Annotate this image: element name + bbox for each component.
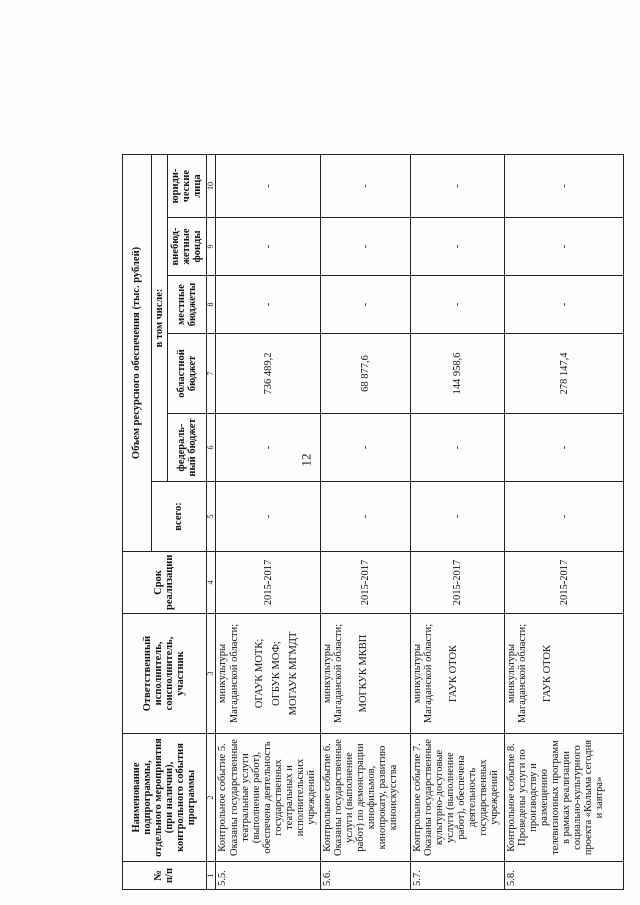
row-federal: - [505,414,624,482]
row-regional: 278 147,4 [505,334,624,414]
header-regional: областной бюджет [168,334,207,414]
row-period: 2015-2017 [411,552,505,614]
table-row [411,154,505,889]
row-number: 5.6. [321,862,411,890]
row-federal: - [411,414,505,482]
row-number: 5.5. [216,862,321,890]
row-regional: 68 877,6 [321,334,411,414]
row-name: Контрольное событие 8. Проведены услуги по производству и размещению телевизионных программ в рамках реализации социально-культурного проекта «Колыма сегодня и завтра» [505,734,624,862]
col-number: 10 [206,154,216,217]
col-number: 8 [206,276,216,334]
row-executor [505,614,624,734]
header-total: всего: [151,482,206,552]
row-name: Контрольное событие 6. Оказаны государственные услуги (выполнение работ) по демонстрации кинофильмов, кинопрокату, развитию киноискусства [321,734,411,862]
executor-line: МОГКУК МКВП [358,634,370,713]
row-name: Контрольное событие 7. Оказаны государственные культурно-досуговые услуги (выполнение работ), обеспечена деятельность государственных учреждений [411,734,505,862]
header-volume: Объем ресурсного обеспечения (тыс. рублей) [123,154,152,551]
executor-line: ОГБУК МОФ; [270,641,282,706]
row-total: - [216,482,321,552]
row-total: - [411,482,505,552]
row-local: - [321,276,411,334]
row-legal: - [505,154,624,217]
row-regional: 736 489,2 [216,334,321,414]
row-number: 5.7. [411,862,505,890]
header-name: Наименование подпрограммы, отдельного мероприятия (при наличии), контрольного события программы [123,734,207,862]
row-executor [321,614,411,734]
row-legal: - [216,154,321,217]
header-federal: федераль-ный бюджет [168,414,207,482]
executor-line: минкультуры Магаданской области; [322,623,345,724]
table-row [505,154,624,889]
row-local: - [216,276,321,334]
row-executor [411,614,505,734]
row-period: 2015-2017 [321,552,411,614]
row-number: 5.8. [505,862,624,890]
executor-line: ОГАУК МОТК; [253,638,265,709]
header-local: местные бюджеты [168,276,207,334]
col-number: 3 [206,614,216,734]
executor-line: МОГАУК МГМДТ [287,631,299,716]
header-period: Срок реализации [123,552,207,614]
row-total: - [321,482,411,552]
table-row [321,154,411,889]
header-legal: юриди-ческие лица [168,154,207,217]
row-name: Контрольное событие 5. Оказаны государственные театральные услуги (выполнение работ), обеспечена деятельность государственных театральных и исполнительских учреждений [216,734,321,862]
col-number: 2 [206,734,216,862]
row-regional: 144 958,6 [411,334,505,414]
row-federal: - [216,414,321,482]
row-executor [216,614,321,734]
executor-line: ГАУК ОТОК [448,644,460,703]
executor-line: минкультуры Магаданской области; [217,623,240,724]
row-offbudget: - [216,218,321,276]
col-number: 7 [206,334,216,414]
row-period: 2015-2017 [216,552,321,614]
row-local: - [505,276,624,334]
col-number: 5 [206,482,216,552]
header-executor: Ответственный исполнитель, соисполнитель, участник [123,614,207,734]
page-number: 12 [298,453,314,467]
row-federal: - [321,414,411,482]
table-row [216,154,321,889]
executor-line: ГАУК ОТОК [542,644,554,703]
row-total: - [505,482,624,552]
header-offbudget: внебюд-жетные фонды [168,218,207,276]
col-number: 4 [206,552,216,614]
header-no: № п/п [123,862,207,890]
col-number: 6 [206,414,216,482]
row-offbudget: - [505,218,624,276]
executor-line: минкультуры Магаданской области; [412,623,435,724]
row-offbudget: - [411,218,505,276]
col-number: 9 [206,218,216,276]
col-number: 1 [206,862,216,890]
resource-table [122,154,624,890]
row-local: - [411,276,505,334]
rotated-table-wrapper [122,155,624,890]
header-incl: в том числе: [151,154,167,481]
row-legal: - [411,154,505,217]
row-offbudget: - [321,218,411,276]
executor-line: минкультуры Магаданской области; [506,623,529,724]
row-period: 2015-2017 [505,552,624,614]
row-legal: - [321,154,411,217]
